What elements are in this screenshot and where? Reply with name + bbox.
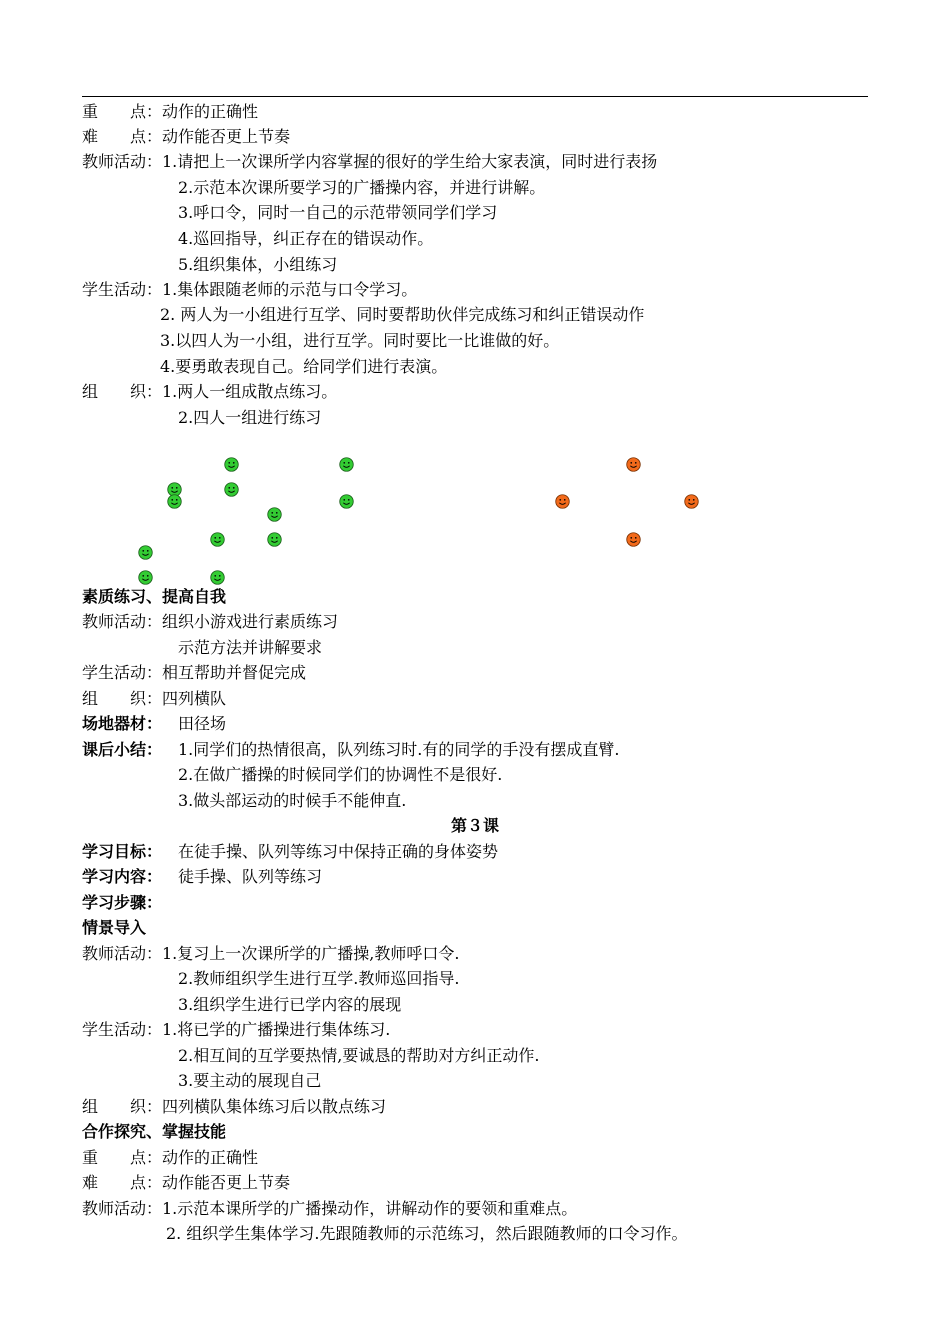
text-line: 组 织：四列横队集体练习后以散点练习 (82, 1097, 387, 1116)
text-line: 重 点：动作的正确性 (82, 102, 259, 121)
smiley-face-icon (138, 570, 153, 585)
text-line: 教师活动：1.复习上一次课所学的广播操,教师呼口令. (82, 944, 460, 963)
text-line: 教师活动：组织小游戏进行素质练习 (82, 612, 339, 631)
smiley-face-icon (555, 494, 570, 509)
text-line: 难 点：动作能否更上节奏 (82, 127, 291, 146)
text-line: 难 点：动作能否更上节奏 (82, 1173, 291, 1192)
section-heading: 素质练习、提高自我 (82, 587, 227, 606)
text-line: 2.在做广播操的时候同学们的协调性不是很好. (178, 765, 503, 784)
text-line: 学生活动：相互帮助并督促完成 (82, 663, 307, 682)
text-line: 学生活动：1.将已学的广播操进行集体练习. (82, 1020, 391, 1039)
smiley-face-icon (167, 494, 182, 509)
text-line: 5.组织集体，小组练习 (178, 255, 338, 274)
text-line: 重 点：动作的正确性 (82, 1148, 259, 1167)
smiley-face-icon (339, 457, 354, 472)
text-line: 教师活动：1.请把上一次课所学内容掌握的很好的学生给大家表演，同时进行表扬 (82, 152, 658, 171)
text-line: 3.组织学生进行已学内容的展现 (178, 995, 402, 1014)
text-line: 3.要主动的展现自己 (178, 1071, 322, 1090)
text-line: 2.相互间的互学要热情,要诚恳的帮助对方纠正动作. (178, 1046, 540, 1065)
smiley-face-icon (210, 570, 225, 585)
text-line: 徒手操、队列等练习 (178, 867, 323, 886)
smiley-face-icon (267, 532, 282, 547)
smiley-face-icon (224, 482, 239, 497)
smiley-face-icon (224, 457, 239, 472)
field-label: 场地器材： (82, 714, 163, 733)
text-line: 教师活动：1.示范本课所学的广播操动作，讲解动作的要领和重难点。 (82, 1199, 578, 1218)
text-line: 3.以四人为一小组，进行互学。同时要比一比谁做的好。 (160, 331, 560, 350)
smiley-face-icon (138, 545, 153, 560)
text-line: 在徒手操、队列等练习中保持正确的身体姿势 (178, 842, 499, 861)
text-line: 3.做头部运动的时候手不能伸直. (178, 791, 407, 810)
text-line: 2. 组织学生集体学习.先跟随教师的示范练习，然后跟随教师的口令习作。 (166, 1224, 688, 1243)
text-line: 1.同学们的热情很高，队列练习时.有的同学的手没有摆成直臂. (178, 740, 620, 759)
text-line: 田径场 (178, 714, 227, 733)
field-label: 课后小结： (82, 740, 163, 759)
smiley-face-icon (210, 532, 225, 547)
text-line: 组 织：1.两人一组成散点练习。 (82, 382, 338, 401)
text-line: 4.巡回指导，纠正存在的错误动作。 (178, 229, 434, 248)
text-line: 示范方法并讲解要求 (178, 638, 323, 657)
text-line: 4.要勇敢表现自己。给同学们进行表演。 (160, 357, 448, 376)
lesson-title: 第３课 (450, 816, 499, 835)
smiley-face-icon (684, 494, 699, 509)
smiley-face-icon (626, 532, 641, 547)
text-line: 2. 两人为一小组进行互学、同时要帮助伙伴完成练习和纠正错误动作 (160, 305, 645, 324)
smiley-face-icon (267, 507, 282, 522)
section-heading: 情景导入 (82, 918, 147, 937)
text-line: 学生活动：1.集体跟随老师的示范与口令学习。 (82, 280, 418, 299)
text-line: 2.教师组织学生进行互学.教师巡回指导. (178, 969, 460, 988)
section-heading: 合作探究、掌握技能 (82, 1122, 227, 1141)
smiley-face-icon (339, 494, 354, 509)
text-line: 3.呼口令，同时一自己的示范带领同学们学习 (178, 203, 498, 222)
text-line: 2.四人一组进行练习 (178, 408, 322, 427)
text-line: 组 织：四列横队 (82, 689, 227, 708)
field-label: 学习步骤： (82, 893, 163, 912)
smiley-face-icon (626, 457, 641, 472)
text-line: 2.示范本次课所要学习的广播操内容，并进行讲解。 (178, 178, 546, 197)
top-rule (82, 96, 868, 97)
field-label: 学习内容： (82, 867, 163, 886)
field-label: 学习目标： (82, 842, 163, 861)
